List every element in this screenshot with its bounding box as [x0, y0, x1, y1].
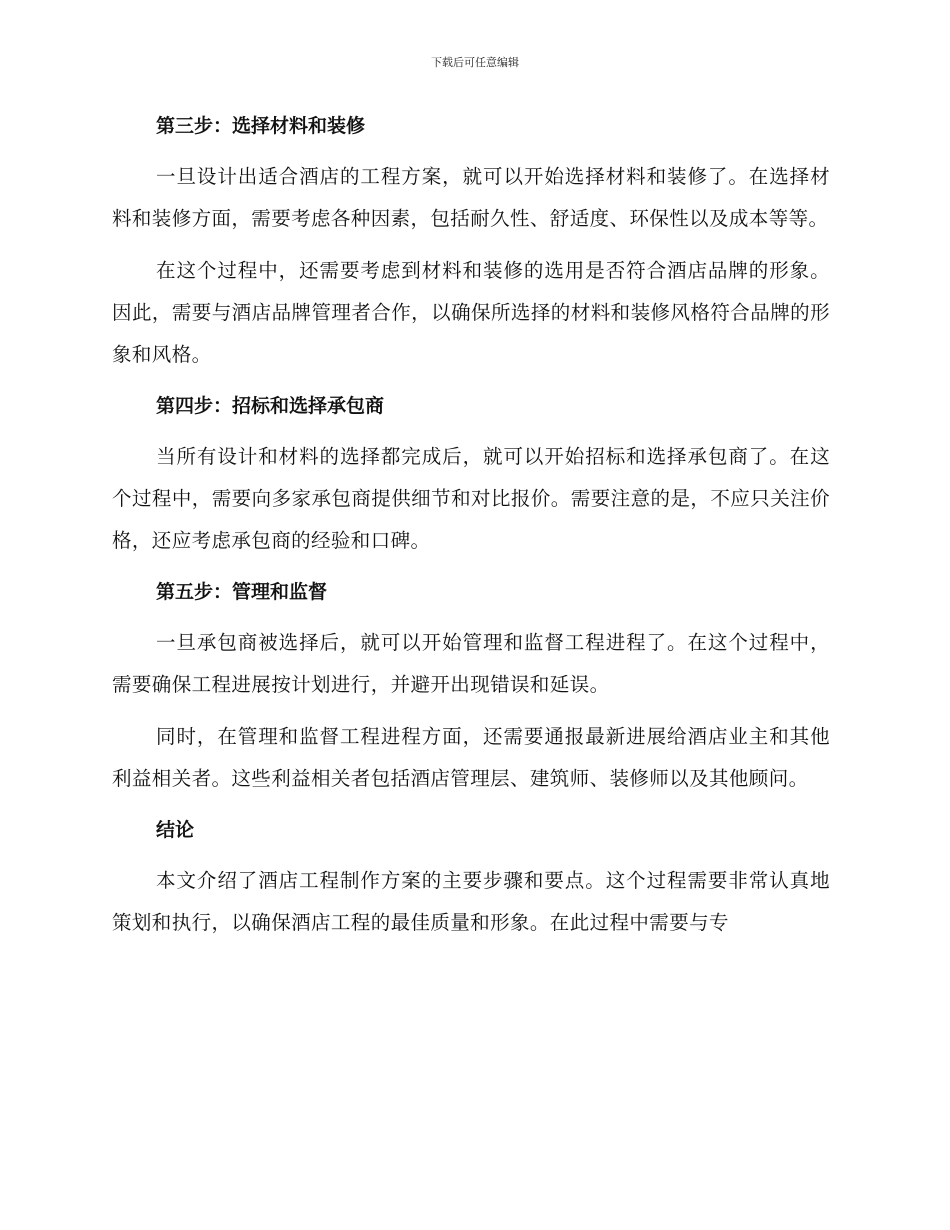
paragraph: 当所有设计和材料的选择都完成后，就可以开始招标和选择承包商了。在这个过程中，需要向多家承包商提供细节和对比报价。需要注意的是，不应只关注价格，还应考虑承包商的经验和口碑。 — [112, 445, 830, 552]
paragraph: 一旦设计出适合酒店的工程方案，就可以开始选择材料和装修了。在选择材料和装修方面，需要考虑各种因素，包括耐久性、舒适度、环保性以及成本等等。 — [112, 165, 830, 230]
paragraph: 在这个过程中，还需要考虑到材料和装修的选用是否符合酒店品牌的形象。因此，需要与酒店品牌管理者合作，以确保所选择的材料和装修风格符合品牌的形象和风格。 — [112, 259, 830, 366]
paragraph: 本文介绍了酒店工程制作方案的主要步骤和要点。这个过程需要非常认真地策划和执行，以确保酒店工程的最佳质量和形象。在此过程中需要与专 — [112, 869, 830, 934]
section-step-four — [112, 386, 830, 562]
header-note: 下载后可任意编辑 — [431, 56, 519, 69]
section-heading: 第五步：管理和监督 — [156, 581, 328, 603]
paragraph: 同时，在管理和监督工程进程方面，还需要通报最新进展给酒店业主和其他利益相关者。这些利益相关者包括酒店管理层、建筑师、装修师以及其他顾问。 — [112, 725, 830, 790]
document-body — [112, 106, 830, 954]
section-heading: 第三步：选择材料和装修 — [156, 115, 366, 137]
section-conclusion — [112, 810, 830, 944]
section-step-three — [112, 106, 830, 376]
section-heading: 结论 — [156, 819, 195, 841]
section-heading: 第四步：招标和选择承包商 — [156, 395, 385, 417]
section-step-five — [112, 572, 830, 800]
paragraph: 一旦承包商被选择后，就可以开始管理和监督工程进程了。在这个过程中，需要确保工程进展按计划进行，并避开出现错误和延误。 — [112, 631, 830, 696]
